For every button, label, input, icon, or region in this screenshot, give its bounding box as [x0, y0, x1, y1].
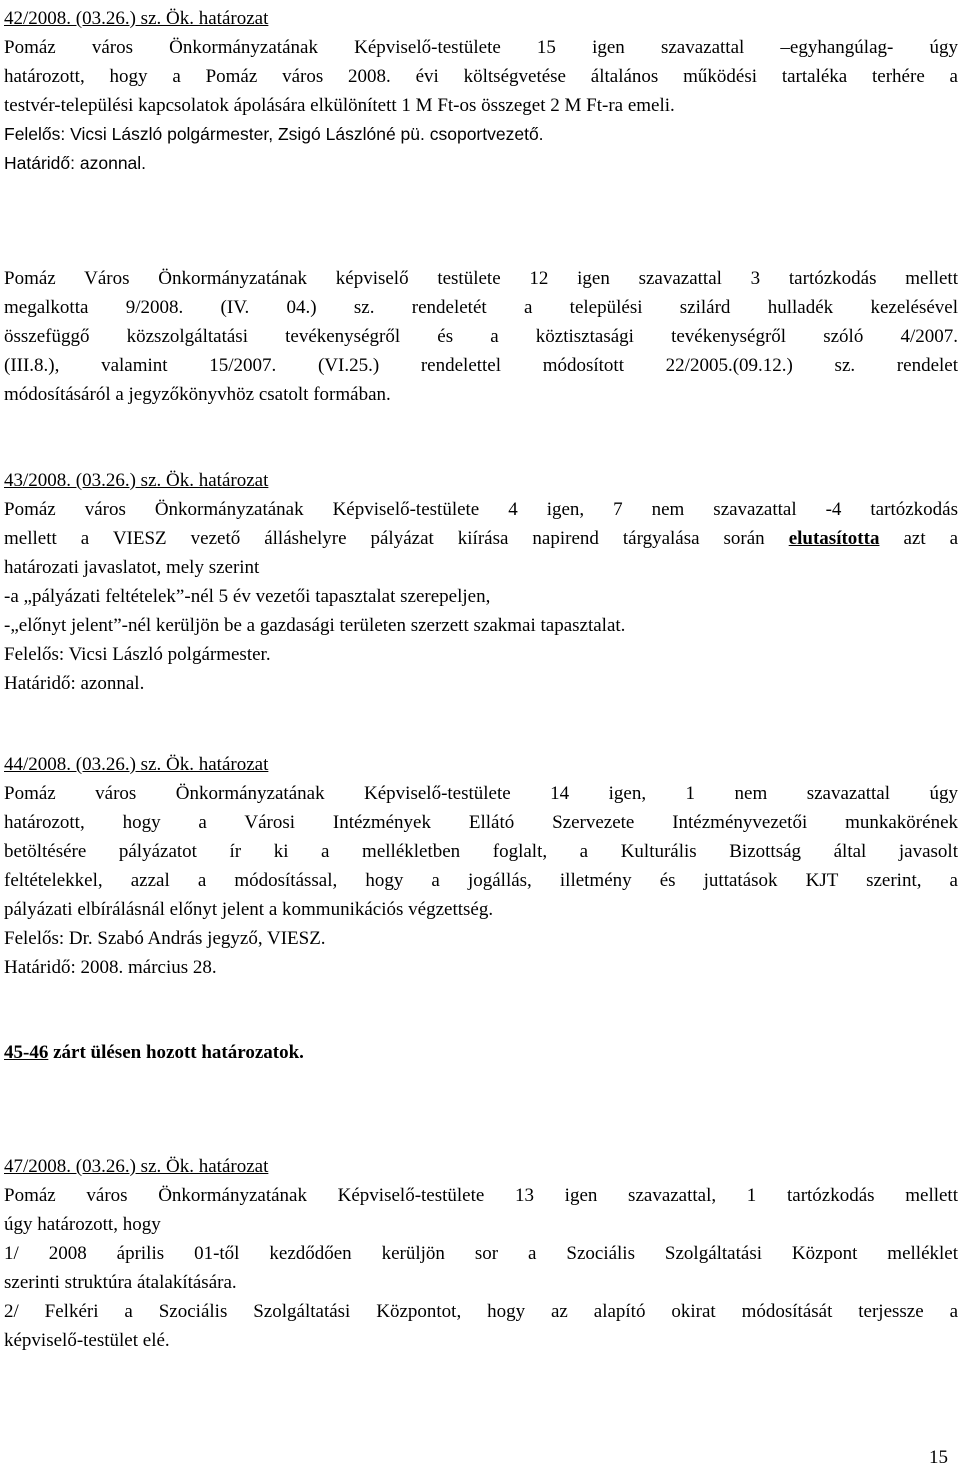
resolution-42-text-line: testvér-települési kapcsolatok ápolására elkülönített 1 M Ft-os összeget 2 M Ft-ra emeli. — [4, 95, 675, 116]
resolution-43-text-line — [4, 524, 958, 553]
deadline-line: Határidő: 2008. március 28. — [4, 957, 217, 978]
regulation-text-line: összefüggő közszolgáltatási tevékenységről és a köztisztasági tevékenységről szóló 4/2007. — [4, 326, 958, 347]
resolution-44-text-line: pályázati elbírálásnál előnyt jelent a kommunikációs végzettség. — [4, 899, 494, 920]
rejected-emphasis: elutasította — [788, 528, 880, 549]
deadline-line: Határidő: azonnal. — [4, 153, 147, 173]
resolution-42-text-line: Pomáz város Önkormányzatának Képviselő-testülete 15 igen szavazattal –egyhangúlag- úgy — [4, 37, 958, 58]
resolution-43-text-line: határozati javaslatot, mely szerint — [4, 557, 260, 578]
page-number: 15 — [929, 1447, 948, 1468]
responsible-line: Felelős: Dr. Szabó András jegyző, VIESZ. — [4, 928, 326, 949]
resolution-42-text-line: határozott, hogy a Pomáz város 2008. évi költségvetése általános működési tartaléka terhére a — [4, 66, 958, 87]
resolution-47-text-line: képviselő-testület elé. — [4, 1330, 170, 1351]
resolution-47-text-line: Pomáz város Önkormányzatának Képviselő-testülete 13 igen szavazattal, 1 tartózkodás mellett — [4, 1185, 958, 1206]
regulation-text-line: (III.8.), valamint 15/2007. (VI.25.) rendelettel módosított 22/2005.(09.12.) sz. rendelet — [4, 355, 958, 376]
closed-session-note — [4, 1038, 958, 1067]
resolution-44-heading: 44/2008. (03.26.) sz. Ök. határozat — [4, 754, 269, 775]
resolution-44-text-line: feltételekkel, azzal a módosítással, hogy a jogállás, illetmény és juttatások KJT szerint, a — [4, 870, 958, 891]
responsible-line: Felelős: Vicsi László polgármester. — [4, 644, 271, 665]
resolution-43-heading: 43/2008. (03.26.) sz. Ök. határozat — [4, 470, 269, 491]
resolution-47-text-line: 1/ 2008 április 01-től kezdődően kerüljön sor a Szociális Szolgáltatási Központ melléklet — [4, 1243, 958, 1264]
resolution-47-text-line: szerinti struktúra átalakítására. — [4, 1272, 237, 1293]
deadline-line: Határidő: azonnal. — [4, 673, 145, 694]
resolution-43-text-line: -a „pályázati feltételek”-nél 5 év vezetői tapasztalat szerepeljen, — [4, 586, 491, 607]
regulation-text-line: módosításáról a jegyzőkönyvhöz csatolt formában. — [4, 384, 391, 405]
text-segment: azt a — [903, 528, 959, 549]
resolution-47-text-line: úgy határozott, hogy — [4, 1214, 161, 1235]
text-segment: mellett a VIESZ vezető álláshelyre pályázat kiírása napirend tárgyalása során — [4, 528, 765, 549]
resolution-47-heading: 47/2008. (03.26.) sz. Ök. határozat — [4, 1156, 269, 1177]
resolution-43-text-line: -„előnyt jelent”-nél kerüljön be a gazdasági területen szerzett szakmai tapasztalat. — [4, 615, 626, 636]
resolution-44-text-line: határozott, hogy a Városi Intézmények Ellátó Szervezete Intézményvezetői munkakörének — [4, 812, 958, 833]
closed-session-text: zárt ülésen hozott határozatok. — [53, 1042, 304, 1063]
responsible-line: Felelős: Vicsi László polgármester, Zsigó Lászlóné pü. csoportvezető. — [4, 124, 544, 144]
resolution-42-heading: 42/2008. (03.26.) sz. Ök. határozat — [4, 8, 269, 29]
resolution-44-text-line: betöltésére pályázatot ír ki a mellékletben foglalt, a Kulturális Bizottság által javasolt — [4, 841, 958, 862]
regulation-text-line: megalkotta 9/2008. (IV. 04.) sz. rendeletét a települési szilárd hulladék kezelésével — [4, 297, 958, 318]
resolution-44-text-line: Pomáz város Önkormányzatának Képviselő-testülete 14 igen, 1 nem szavazattal úgy — [4, 783, 958, 804]
regulation-text-line: Pomáz Város Önkormányzatának képviselő testülete 12 igen szavazattal 3 tartózkodás mellett — [4, 268, 958, 289]
resolution-47-text-line: 2/ Felkéri a Szociális Szolgáltatási Központot, hogy az alapító okirat módosítását terjessze a — [4, 1301, 958, 1322]
resolution-43-text-line: Pomáz város Önkormányzatának Képviselő-testülete 4 igen, 7 nem szavazattal -4 tartózkodás — [4, 499, 958, 520]
closed-session-numbers: 45-46 — [4, 1042, 49, 1063]
